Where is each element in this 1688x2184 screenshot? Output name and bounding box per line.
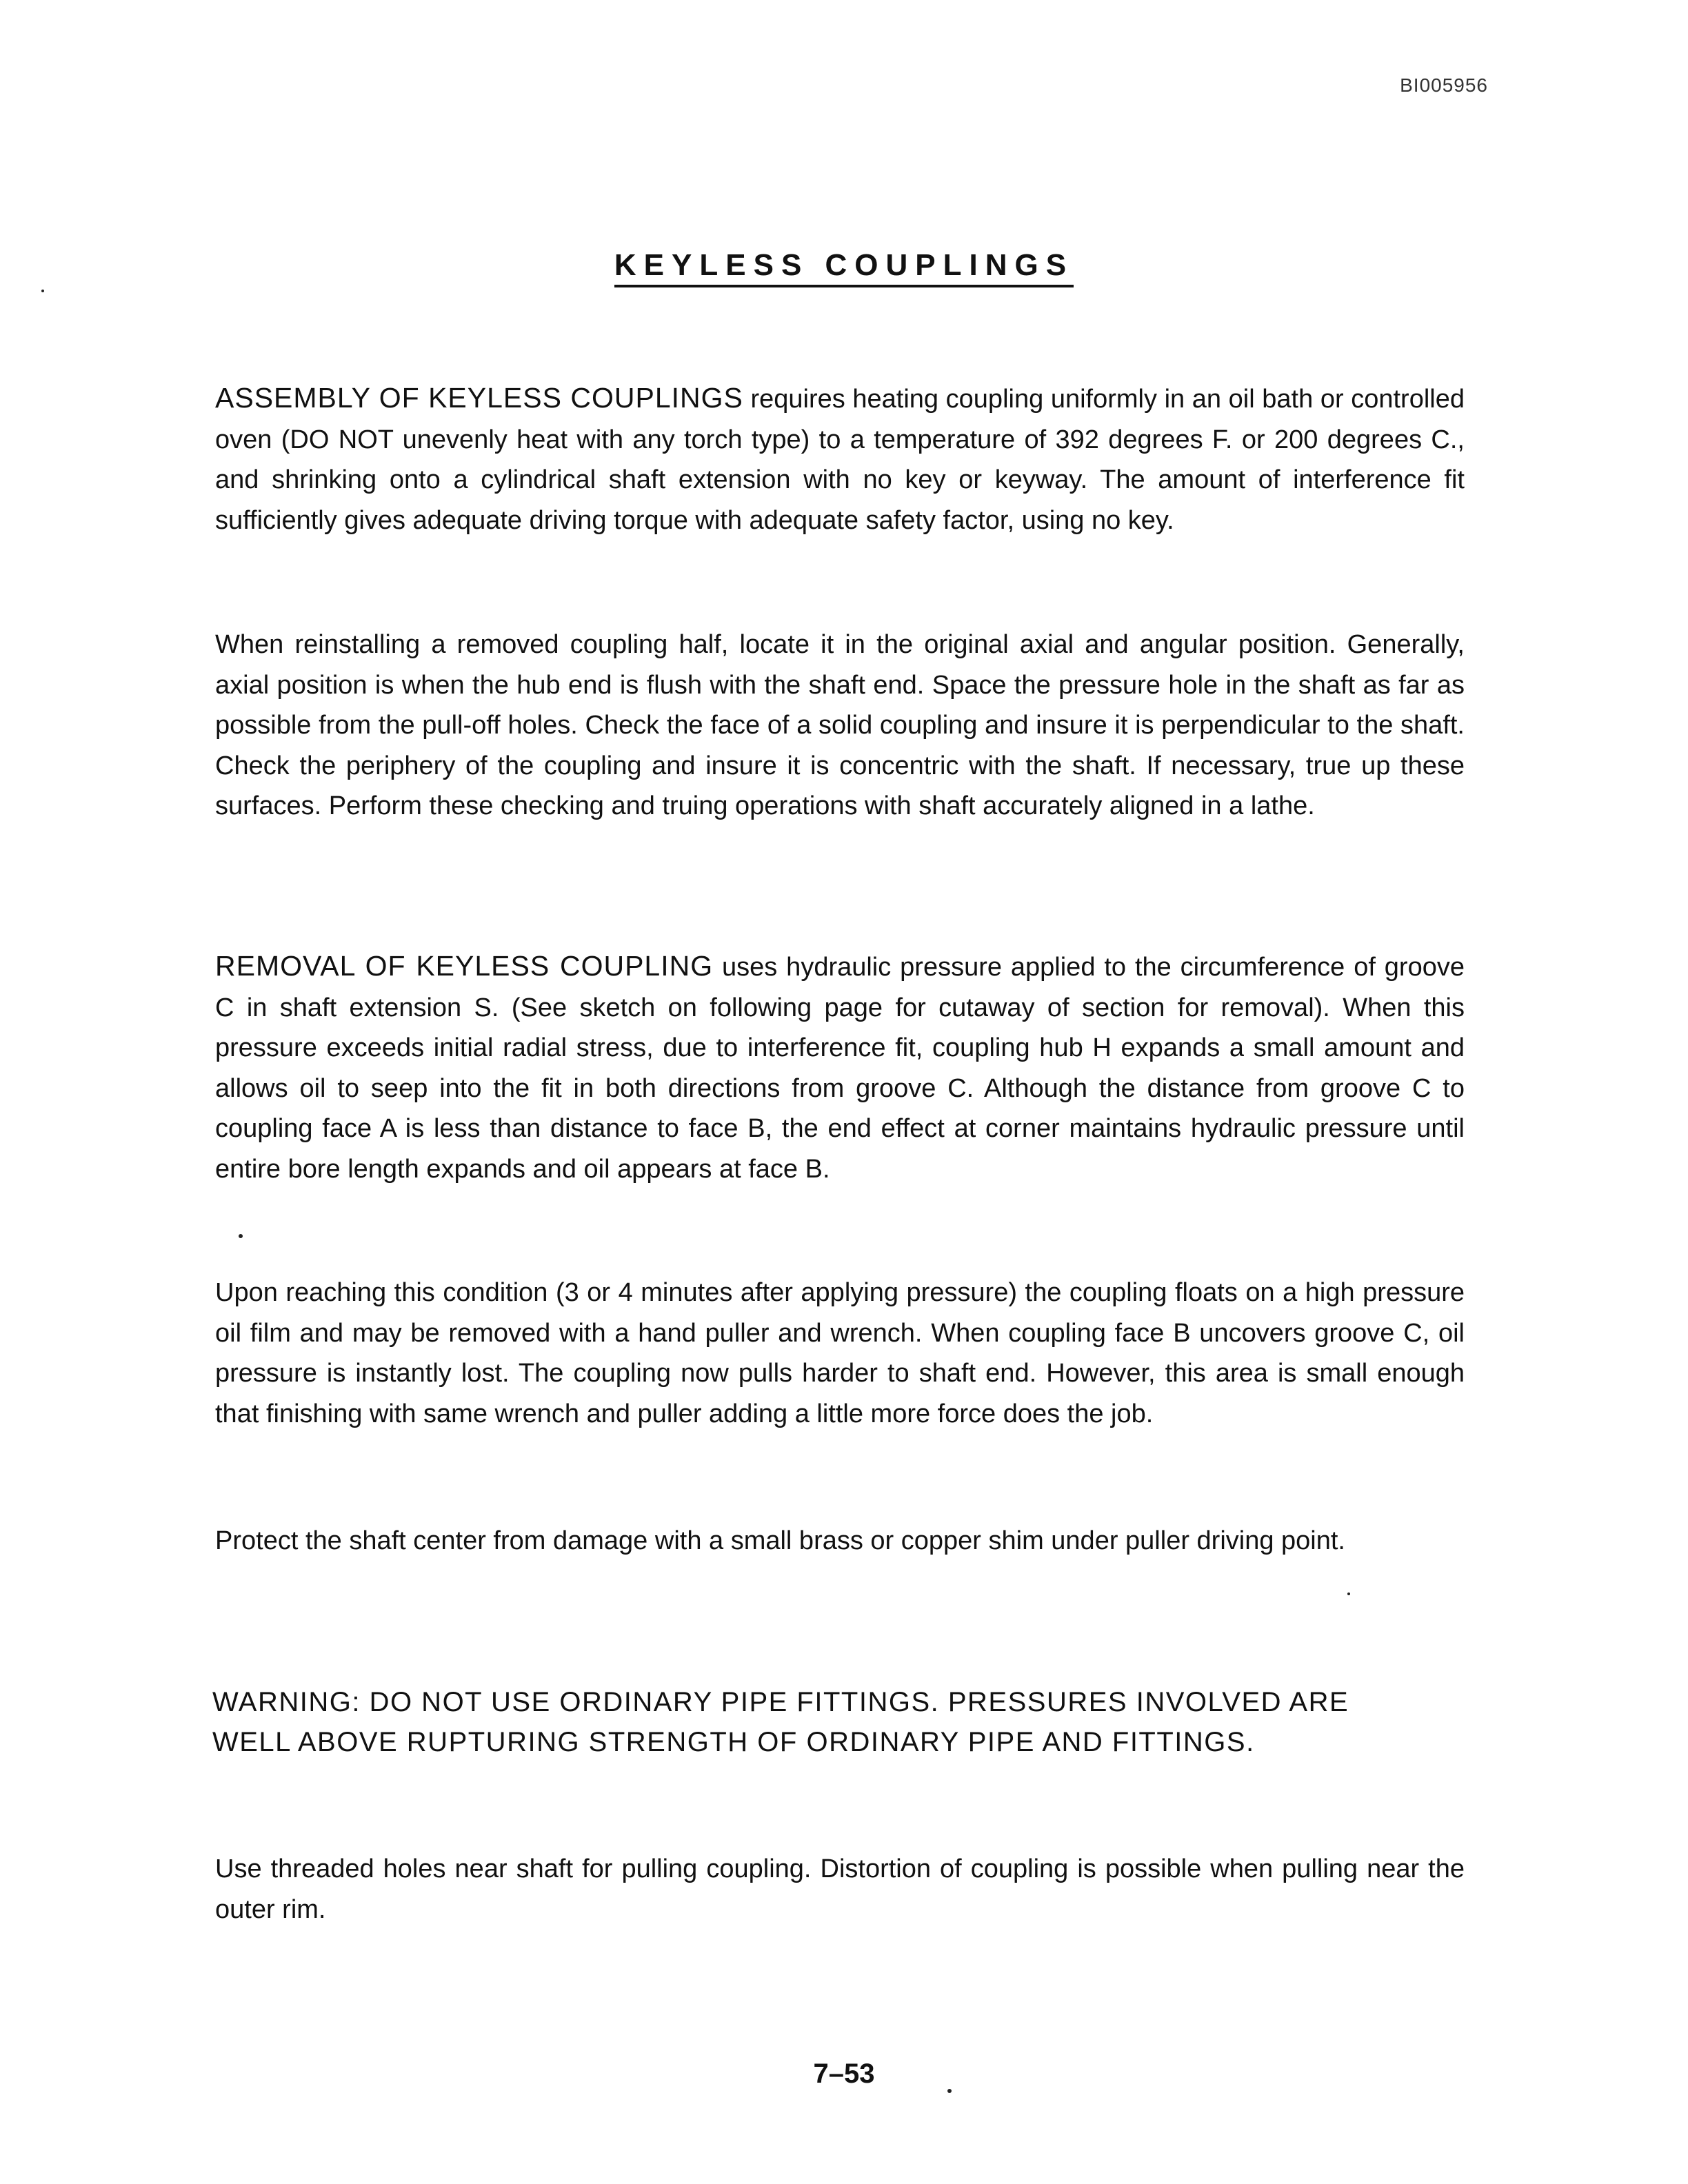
assembly-text: requires heating coupling uniformly in an oil bath or controlled oven (DO NOT unevenly heat with any torch type) to a temperature of 392 degrees F. or 200 degrees C., and shrinking onto a cylindrical shaft extension with no key or keyway. The amount of interference fit sufficiently gives adequate driving torque with adequate safety factor, using no key. [215,385,1465,535]
scan-speck [1347,1593,1350,1595]
assembly-paragraph [215,378,1465,540]
protect-paragraph: Protect the shaft center from damage with a small brass or copper shim under puller driving point. [215,1526,1345,1555]
condition-paragraph: Upon reaching this condition (3 or 4 minutes after applying pressure) the coupling floats on a high pressure oil film and may be removed with a hand puller and wrench. When coupling face B uncovers groove C, oil pressure is instantly lost. The coupling now pulls harder to shaft end. However, this area is small enough that finishing with same wrench and puller adding a little more force does the job. [215,1278,1465,1428]
scan-speck [41,290,44,292]
removal-paragraph [215,946,1465,1189]
assembly-heading: ASSEMBLY OF KEYLESS COUPLINGS [215,382,743,414]
page-title [0,248,1688,283]
removal-text: uses hydraulic pressure applied to the circumference of groove C in shaft extension S. (See sketch on following page for cutaway of section for removal). When this pressure exceeds initial radial stress, due to interference fit, coupling hub H expands a small amount and allows oil to seep into the fit in both directions from groove C. Although the distance from groove C to coupling face A is less than distance to face B, the end effect at corner maintains hydraulic pressure until entire bore length expands and oil appears at face B. [215,953,1465,1184]
warning-line-1: WARNING: DO NOT USE ORDINARY PIPE FITTINGS. PRESSURES INVOLVED ARE [212,1687,1349,1717]
threaded-holes-paragraph: Use threaded holes near shaft for pulling coupling. Distortion of coupling is possible when pulling near the outer rim. [215,1854,1465,1924]
warning-block [212,1682,1467,1762]
scan-speck [947,2089,952,2093]
scan-speck [239,1234,243,1238]
page-number: 7–53 [813,2059,875,2089]
document-id: BI005956 [1400,74,1488,96]
removal-heading: REMOVAL OF KEYLESS COUPLING [215,950,714,982]
page-title-text: KEYLESS COUPLINGS [614,248,1074,287]
warning-line-2: WELL ABOVE RUPTURING STRENGTH OF ORDINARY PIPE AND FITTINGS. [212,1727,1255,1757]
reinstall-paragraph: When reinstalling a removed coupling half, locate it in the original axial and angular position. Generally, axial position is when the hub end is flush with the shaft end. Space the pressure hole in the shaft as far as possible from the pull-off holes. Check the face of a solid coupling and insure it is perpendicular to the shaft. Check the periphery of the coupling and insure it is concentric with the shaft. If necessary, true up these surfaces. Perform these checking and truing operations with shaft accurately aligned in a lathe. [215,630,1465,820]
